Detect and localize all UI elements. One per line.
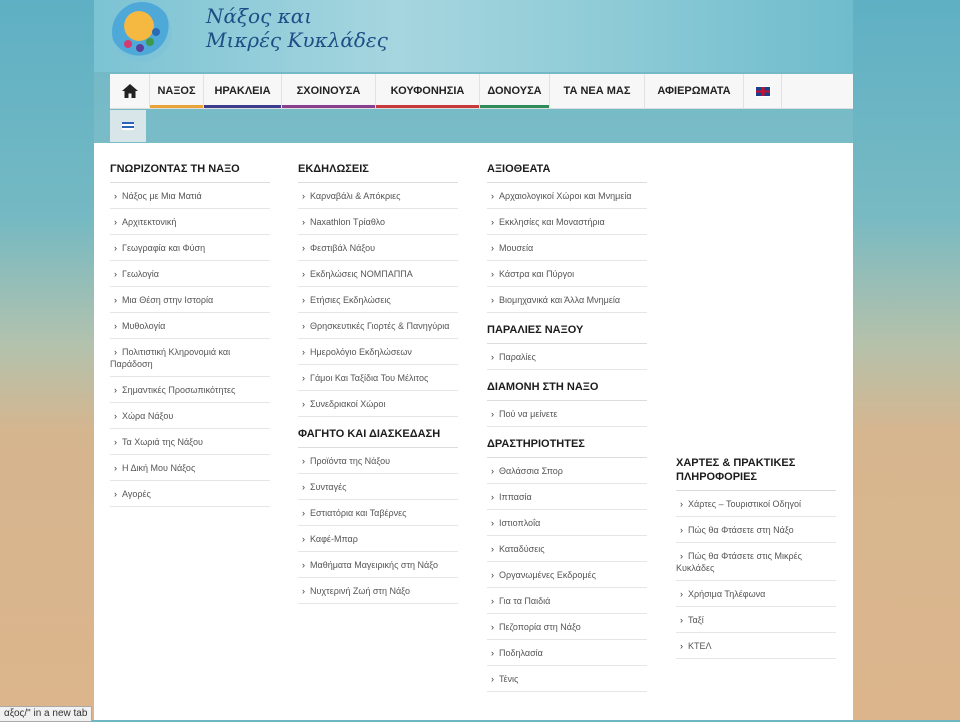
menu-link[interactable] [110,235,270,261]
chevron-right-icon: › [302,586,305,596]
chevron-right-icon: › [680,551,683,561]
chevron-right-icon: › [114,411,117,421]
menu-link-label: Σημαντικές Προσωπικότητες [122,385,236,395]
menu-link-label: Αγορές [122,489,151,499]
menu-link-label: Θρησκευτικές Γιορτές & Πανηγύρια [310,321,450,331]
chevron-right-icon: › [114,269,117,279]
menu-section [298,162,458,417]
menu-column-2 [298,162,458,614]
nav-lang-gr[interactable] [110,110,146,142]
chevron-right-icon: › [302,373,305,383]
menu-section [487,437,647,692]
chevron-right-icon: › [302,399,305,409]
menu-link[interactable] [487,484,647,510]
chevron-right-icon: › [302,243,305,253]
menu-link[interactable] [298,474,458,500]
menu-section-title[interactable]: ΦΑΓΗΤΟ ΚΑΙ ΔΙΑΣΚΕΔΑΣΗ [298,427,458,448]
menu-link[interactable] [298,313,458,339]
chevron-right-icon: › [680,525,683,535]
menu-link[interactable] [487,209,647,235]
chevron-right-icon: › [491,217,494,227]
menu-link-label: Νάξος με Μια Ματιά [122,191,202,201]
menu-link-label: Εκκλησίες και Μοναστήρια [499,217,605,227]
chevron-right-icon: › [680,589,683,599]
nav-lang-en[interactable] [744,74,782,108]
chevron-right-icon: › [491,269,494,279]
menu-link-label: Γάμοι Και Ταξίδια Του Μέλιτος [310,373,429,383]
chevron-right-icon: › [491,492,494,502]
chevron-right-icon: › [491,622,494,632]
menu-link[interactable] [487,183,647,209]
menu-link[interactable] [110,481,270,507]
menu-link-label: Οργανωμένες Εκδρομές [499,570,596,580]
nav-item-label: ΑΦΙΕΡΩΜΑΤΑ [657,85,731,97]
menu-link-label: Χώρα Νάξου [122,411,174,421]
menu-link-label: Βιομηχανικά και Άλλα Μνημεία [499,295,621,305]
menu-link[interactable] [676,581,836,607]
chevron-right-icon: › [114,463,117,473]
chevron-right-icon: › [114,295,117,305]
menu-link-label: Χάρτες – Τουριστικοί Οδηγοί [688,499,802,509]
menu-link-label: Κάστρα και Πύργοι [499,269,575,279]
logo-line-2: Μικρές Κυκλάδες [206,28,388,52]
chevron-right-icon: › [302,482,305,492]
menu-link-label: Ημερολόγιο Εκδηλώσεων [310,347,412,357]
nav-item[interactable] [376,74,480,108]
chevron-right-icon: › [114,191,117,201]
menu-link[interactable] [487,261,647,287]
menu-link[interactable] [487,344,647,370]
menu-link[interactable] [298,183,458,209]
chevron-right-icon: › [491,544,494,554]
menu-link-label: Ετήσιες Εκδηλώσεις [310,295,391,305]
chevron-right-icon: › [114,243,117,253]
nav-item[interactable] [282,74,376,108]
menu-link[interactable] [298,552,458,578]
menu-section-title[interactable]: ΔΙΑΜΟΝΗ ΣΤΗ ΝΑΞΟ [487,380,647,401]
menu-link-label: Καταδύσεις [499,544,545,554]
menu-link-label: Τα Χωριά της Νάξου [122,437,203,447]
chevron-right-icon: › [491,409,494,419]
nav-item[interactable] [204,74,282,108]
menu-link-label: Εστιατόρια και Ταβέρνες [310,508,407,518]
menu-link-label: Μια Θέση στην Ιστορία [122,295,214,305]
chevron-right-icon: › [491,352,494,362]
chevron-right-icon: › [491,466,494,476]
nav-item-label: ΤΑ ΝΕΑ ΜΑΣ [563,85,631,97]
menu-link-label: Συνταγές [310,482,347,492]
nav-item[interactable] [645,74,744,108]
site-logo[interactable] [112,2,172,62]
beach-background-right [853,0,960,720]
menu-link[interactable] [110,429,270,455]
menu-link[interactable] [487,614,647,640]
menu-column-1 [110,162,270,517]
menu-link-label: Naxathlon Τρίαθλο [310,217,386,227]
chevron-right-icon: › [114,347,117,357]
menu-link-label: Νυχτερινή Ζωή στη Νάξο [310,586,410,596]
menu-column-4 [676,456,836,669]
menu-link[interactable] [110,455,270,481]
menu-link[interactable] [676,543,836,581]
nav-item-label: ΝΑΞΟΣ [157,85,196,97]
menu-link[interactable] [298,209,458,235]
chevron-right-icon: › [114,489,117,499]
menu-link-label: Προϊόντα της Νάξου [310,456,391,466]
menu-section [110,162,270,507]
chevron-right-icon: › [491,518,494,528]
menu-link[interactable] [487,235,647,261]
menu-link[interactable] [298,287,458,313]
menu-section [487,380,647,427]
menu-link-label: Παραλίες [499,352,536,362]
chevron-right-icon: › [302,269,305,279]
menu-link[interactable] [487,562,647,588]
site-header [94,0,853,72]
menu-link[interactable] [110,209,270,235]
menu-section [487,323,647,370]
nav-item-label: ΔΟΝΟΥΣΑ [487,85,542,97]
menu-link[interactable] [110,377,270,403]
menu-link-label: Μουσεία [499,243,534,253]
nav-item-color-bar [150,105,203,108]
nav-item[interactable] [150,74,204,108]
menu-link-label: Αρχιτεκτονική [122,217,177,227]
menu-section [487,162,647,313]
menu-link[interactable] [487,640,647,666]
chevron-right-icon: › [491,648,494,658]
chevron-right-icon: › [302,217,305,227]
gr-flag-icon [122,122,134,130]
menu-section [298,427,458,604]
nav-item-color-bar [480,105,549,108]
menu-link[interactable] [487,401,647,427]
menu-link[interactable] [676,517,836,543]
menu-link-label: Θαλάσσια Σπορ [499,466,563,476]
chevron-right-icon: › [302,456,305,466]
nav-item-color-bar [282,105,375,108]
chevron-right-icon: › [491,191,494,201]
nav-item-label: ΚΟΥΦΟΝΗΣΙΑ [390,85,465,97]
menu-link[interactable] [110,261,270,287]
menu-link-label: Αρχαιολογικοί Χώροι και Μνημεία [499,191,632,201]
chevron-right-icon: › [680,641,683,651]
nav-item-color-bar [376,105,479,108]
chevron-right-icon: › [680,499,683,509]
menu-link-label: Πώς θα Φτάσετε στις Μικρές Κυκλάδες [676,551,802,573]
chevron-right-icon: › [302,347,305,357]
chevron-right-icon: › [680,615,683,625]
menu-link-label: Γεωγραφία και Φύση [122,243,206,253]
status-tooltip: αξος/" in a new tab [0,706,92,722]
menu-link-label: Η Δική Μου Νάξος [122,463,196,473]
menu-link-label: Πού να μείνετε [499,409,558,419]
menu-link[interactable] [298,500,458,526]
chevron-right-icon: › [114,437,117,447]
chevron-right-icon: › [302,560,305,570]
menu-link-label: Ιππασία [499,492,532,502]
menu-section-title[interactable]: ΧΑΡΤΕΣ & ΠΡΑΚΤΙΚΕΣ ΠΛΗΡΟΦΟΡΙΕΣ [676,456,836,491]
menu-link-label: Εκδηλώσεις ΝΟΜΠΑΠΠΑ [310,269,413,279]
menu-link[interactable] [298,391,458,417]
menu-link[interactable] [298,235,458,261]
menu-section-title[interactable]: ΓΝΩΡΙΖΟΝΤΑΣ ΤΗ ΝΑΞΟ [110,162,270,183]
chevron-right-icon: › [114,217,117,227]
menu-link[interactable] [676,491,836,517]
menu-link-label: Χρήσιμα Τηλέφωνα [688,589,766,599]
menu-link[interactable] [298,365,458,391]
menu-link[interactable] [487,510,647,536]
beach-background-left [0,0,94,720]
menu-link-label: Συνεδριακοί Χώροι [310,399,386,409]
menu-link[interactable] [676,633,836,659]
site-logo-text[interactable] [206,4,388,52]
menu-column-3 [487,162,647,702]
menu-link[interactable] [487,287,647,313]
gb-flag-icon [755,86,771,97]
menu-link-label: Καρναβάλι & Απόκριες [310,191,401,201]
menu-section [676,456,836,659]
menu-link[interactable] [110,403,270,429]
menu-link-label: Ιστιοπλοΐα [499,518,541,528]
menu-link-label: Ποδηλασία [499,648,543,658]
menu-link[interactable] [487,666,647,692]
chevron-right-icon: › [491,295,494,305]
menu-link[interactable] [487,458,647,484]
menu-link[interactable] [298,526,458,552]
menu-section-title[interactable]: ΠΑΡΑΛΙΕΣ ΝΑΞΟΥ [487,323,647,344]
nav-item-color-bar [204,105,281,108]
menu-link-label: Μαθήματα Μαγειρικής στη Νάξο [310,560,439,570]
menu-link[interactable] [110,287,270,313]
menu-link[interactable] [110,183,270,209]
menu-section-title[interactable]: ΑΞΙΟΘΕΑΤΑ [487,162,647,183]
menu-link-label: Τένις [499,674,519,684]
menu-link[interactable] [298,261,458,287]
menu-link[interactable] [298,578,458,604]
menu-link[interactable] [676,607,836,633]
chevron-right-icon: › [491,596,494,606]
menu-link-label: Για τα Παιδιά [499,596,551,606]
menu-link-label: Πώς θα Φτάσετε στη Νάξο [688,525,794,535]
chevron-right-icon: › [302,295,305,305]
chevron-right-icon: › [491,674,494,684]
nav-item-label: ΗΡΑΚΛΕΙΑ [214,85,271,97]
menu-link[interactable] [110,313,270,339]
menu-link[interactable] [298,339,458,365]
main-nav [110,74,853,109]
chevron-right-icon: › [302,508,305,518]
chevron-right-icon: › [302,321,305,331]
nav-item-label: ΣΧΟΙΝΟΥΣΑ [296,85,361,97]
menu-link[interactable] [487,536,647,562]
menu-link-label: Πολιτιστική Κληρονομιά και Παράδοση [110,347,231,369]
chevron-right-icon: › [114,321,117,331]
home-icon [122,84,138,98]
menu-link-label: Πεζοπορία στη Νάξο [499,622,581,632]
nav-item[interactable] [550,74,645,108]
mega-menu-panel [94,143,853,720]
menu-link-label: Μυθολογία [122,321,166,331]
menu-link-label: Καφέ-Μπαρ [310,534,358,544]
menu-link[interactable] [110,339,270,377]
menu-link-label: ΚΤΕΛ [688,641,712,651]
menu-link-label: Γεωλογία [122,269,159,279]
menu-link-label: Φεστιβάλ Νάξου [310,243,376,253]
chevron-right-icon: › [302,534,305,544]
menu-link-label: Ταξί [688,615,704,625]
nav-home[interactable] [110,74,150,108]
chevron-right-icon: › [491,570,494,580]
menu-link[interactable] [298,448,458,474]
menu-section-title[interactable]: ΔΡΑΣΤΗΡΙΟΤΗΤΕΣ [487,437,647,458]
menu-link[interactable] [487,588,647,614]
nav-item[interactable] [480,74,550,108]
chevron-right-icon: › [491,243,494,253]
chevron-right-icon: › [114,385,117,395]
menu-section-title[interactable]: ΕΚΔΗΛΩΣΕΙΣ [298,162,458,183]
logo-line-1: Νάξος και [206,4,313,28]
chevron-right-icon: › [302,191,305,201]
